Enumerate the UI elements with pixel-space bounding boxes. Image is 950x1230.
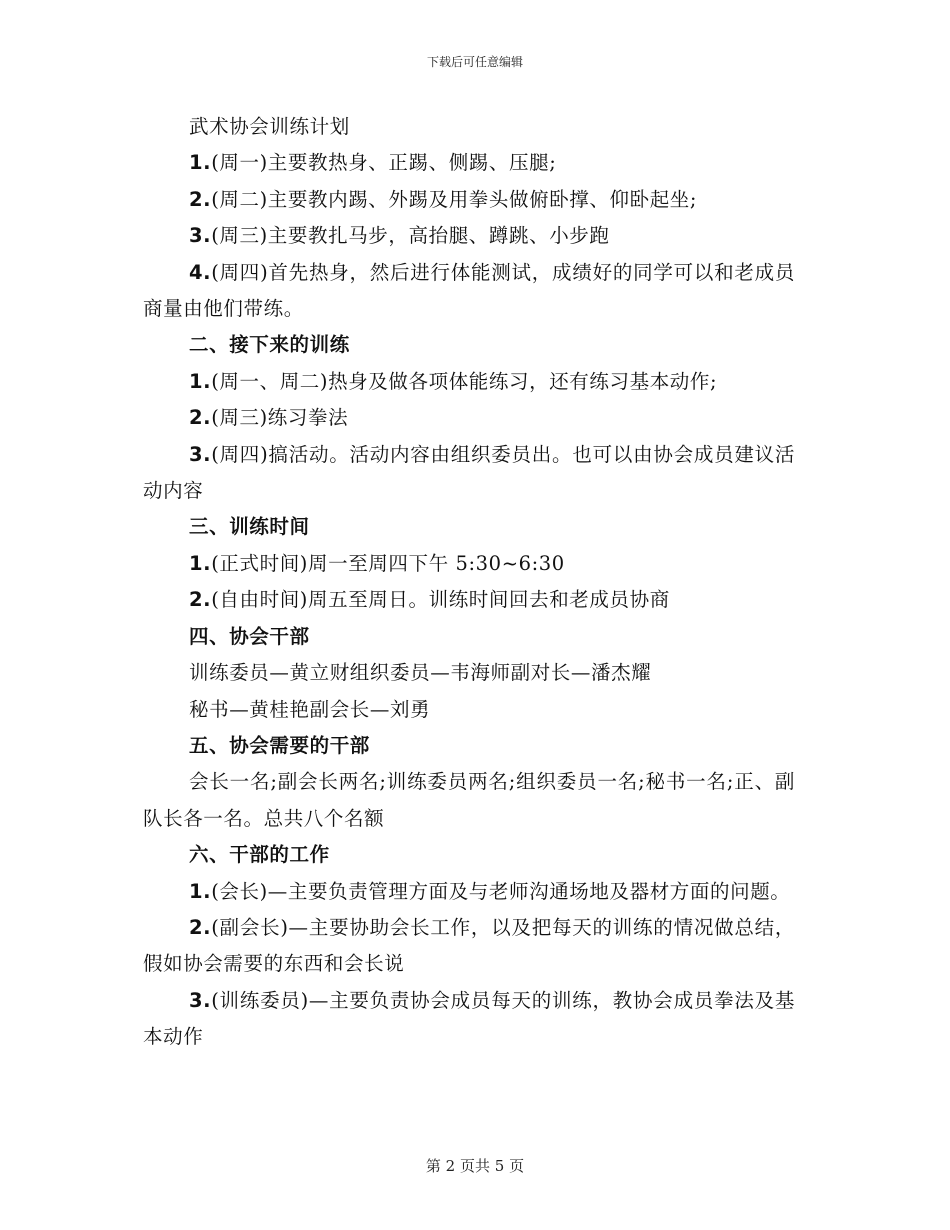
item-text: (周一、周二)热身及做各项体能练习，还有练习基本动作; (211, 369, 718, 393)
item-number: 2. (189, 187, 212, 211)
page-header: 下载后可任意编辑 (426, 55, 523, 69)
item-text: (正式时间)周一至周四下午 5:30~6:30 (211, 551, 565, 575)
section-heading: 六、干部的工作 (189, 843, 330, 867)
section-heading: 五、协会需要的干部 (189, 733, 370, 757)
document-title: 武术协会训练计划 (189, 115, 350, 138)
item-text: (周三)练习拳法 (211, 406, 349, 430)
item-text: (周四)搞活动。活动内容由组织委员出。也可以由协会成员建议活动内容 (143, 442, 795, 503)
item-text: (周一)主要教热身、正踢、侧踢、压腿; (211, 151, 557, 175)
item-text: (周四)首先热身，然后进行体能测试，成绩好的同学可以和老成员商量由他们带练。 (143, 260, 795, 321)
item-number: 2. (189, 406, 212, 430)
plan-item (143, 364, 795, 400)
item-number: 2. (189, 915, 212, 939)
item-text: (自由时间)周五至周日。训练时间回去和老成员协商 (211, 588, 670, 612)
item-number: 3. (189, 224, 212, 248)
item-text: (副会长)—主要协助会长工作，以及把每天的训练的情况做总结，假如协会需要的东西和会长说 (143, 915, 795, 976)
item-number: 3. (189, 988, 212, 1012)
item-number: 1. (189, 551, 212, 575)
item-text: (会长)—主要负责管理方面及与老师沟通场地及器材方面的问题。 (211, 879, 791, 903)
plan-item (143, 582, 795, 618)
item-number: 1. (189, 879, 212, 903)
plan-item (143, 218, 795, 254)
paragraph: 会长一名;副会长两名;训练委员两名;组织委员一名;秘书一名;正、副队长各一名。总共八个名额 (143, 770, 795, 830)
plan-item (143, 400, 795, 436)
plan-item (143, 546, 795, 582)
plan-item (143, 182, 795, 218)
plan-item (143, 145, 795, 181)
officer-line: 秘书—黄桂艳副会长—刘勇 (189, 697, 431, 721)
item-number: 3. (189, 442, 212, 466)
officer-line: 训练委员—黄立财组织委员—韦海师副对长—潘杰耀 (189, 661, 652, 685)
section-heading: 四、协会干部 (189, 624, 310, 648)
item-number: 1. (189, 369, 212, 393)
section-heading: 三、训练时间 (189, 515, 310, 539)
page-footer: 第 2 页共 5 页 (425, 1157, 525, 1175)
plan-item (143, 255, 795, 328)
item-text: (周三)主要教扎马步，高抬腿、蹲跳、小步跑 (211, 224, 610, 248)
plan-item (143, 437, 795, 510)
document-body (143, 109, 795, 1056)
section-heading: 二、接下来的训练 (189, 333, 350, 357)
plan-item (143, 910, 795, 983)
item-number: 4. (189, 260, 212, 284)
plan-item (143, 983, 795, 1056)
item-number: 1. (189, 151, 212, 175)
plan-item (143, 874, 795, 910)
item-text: (训练委员)—主要负责协会成员每天的训练，教协会成员拳法及基本动作 (143, 988, 795, 1049)
item-number: 2. (189, 588, 212, 612)
item-text: (周二)主要教内踢、外踢及用拳头做俯卧撑、仰卧起坐; (211, 187, 698, 211)
